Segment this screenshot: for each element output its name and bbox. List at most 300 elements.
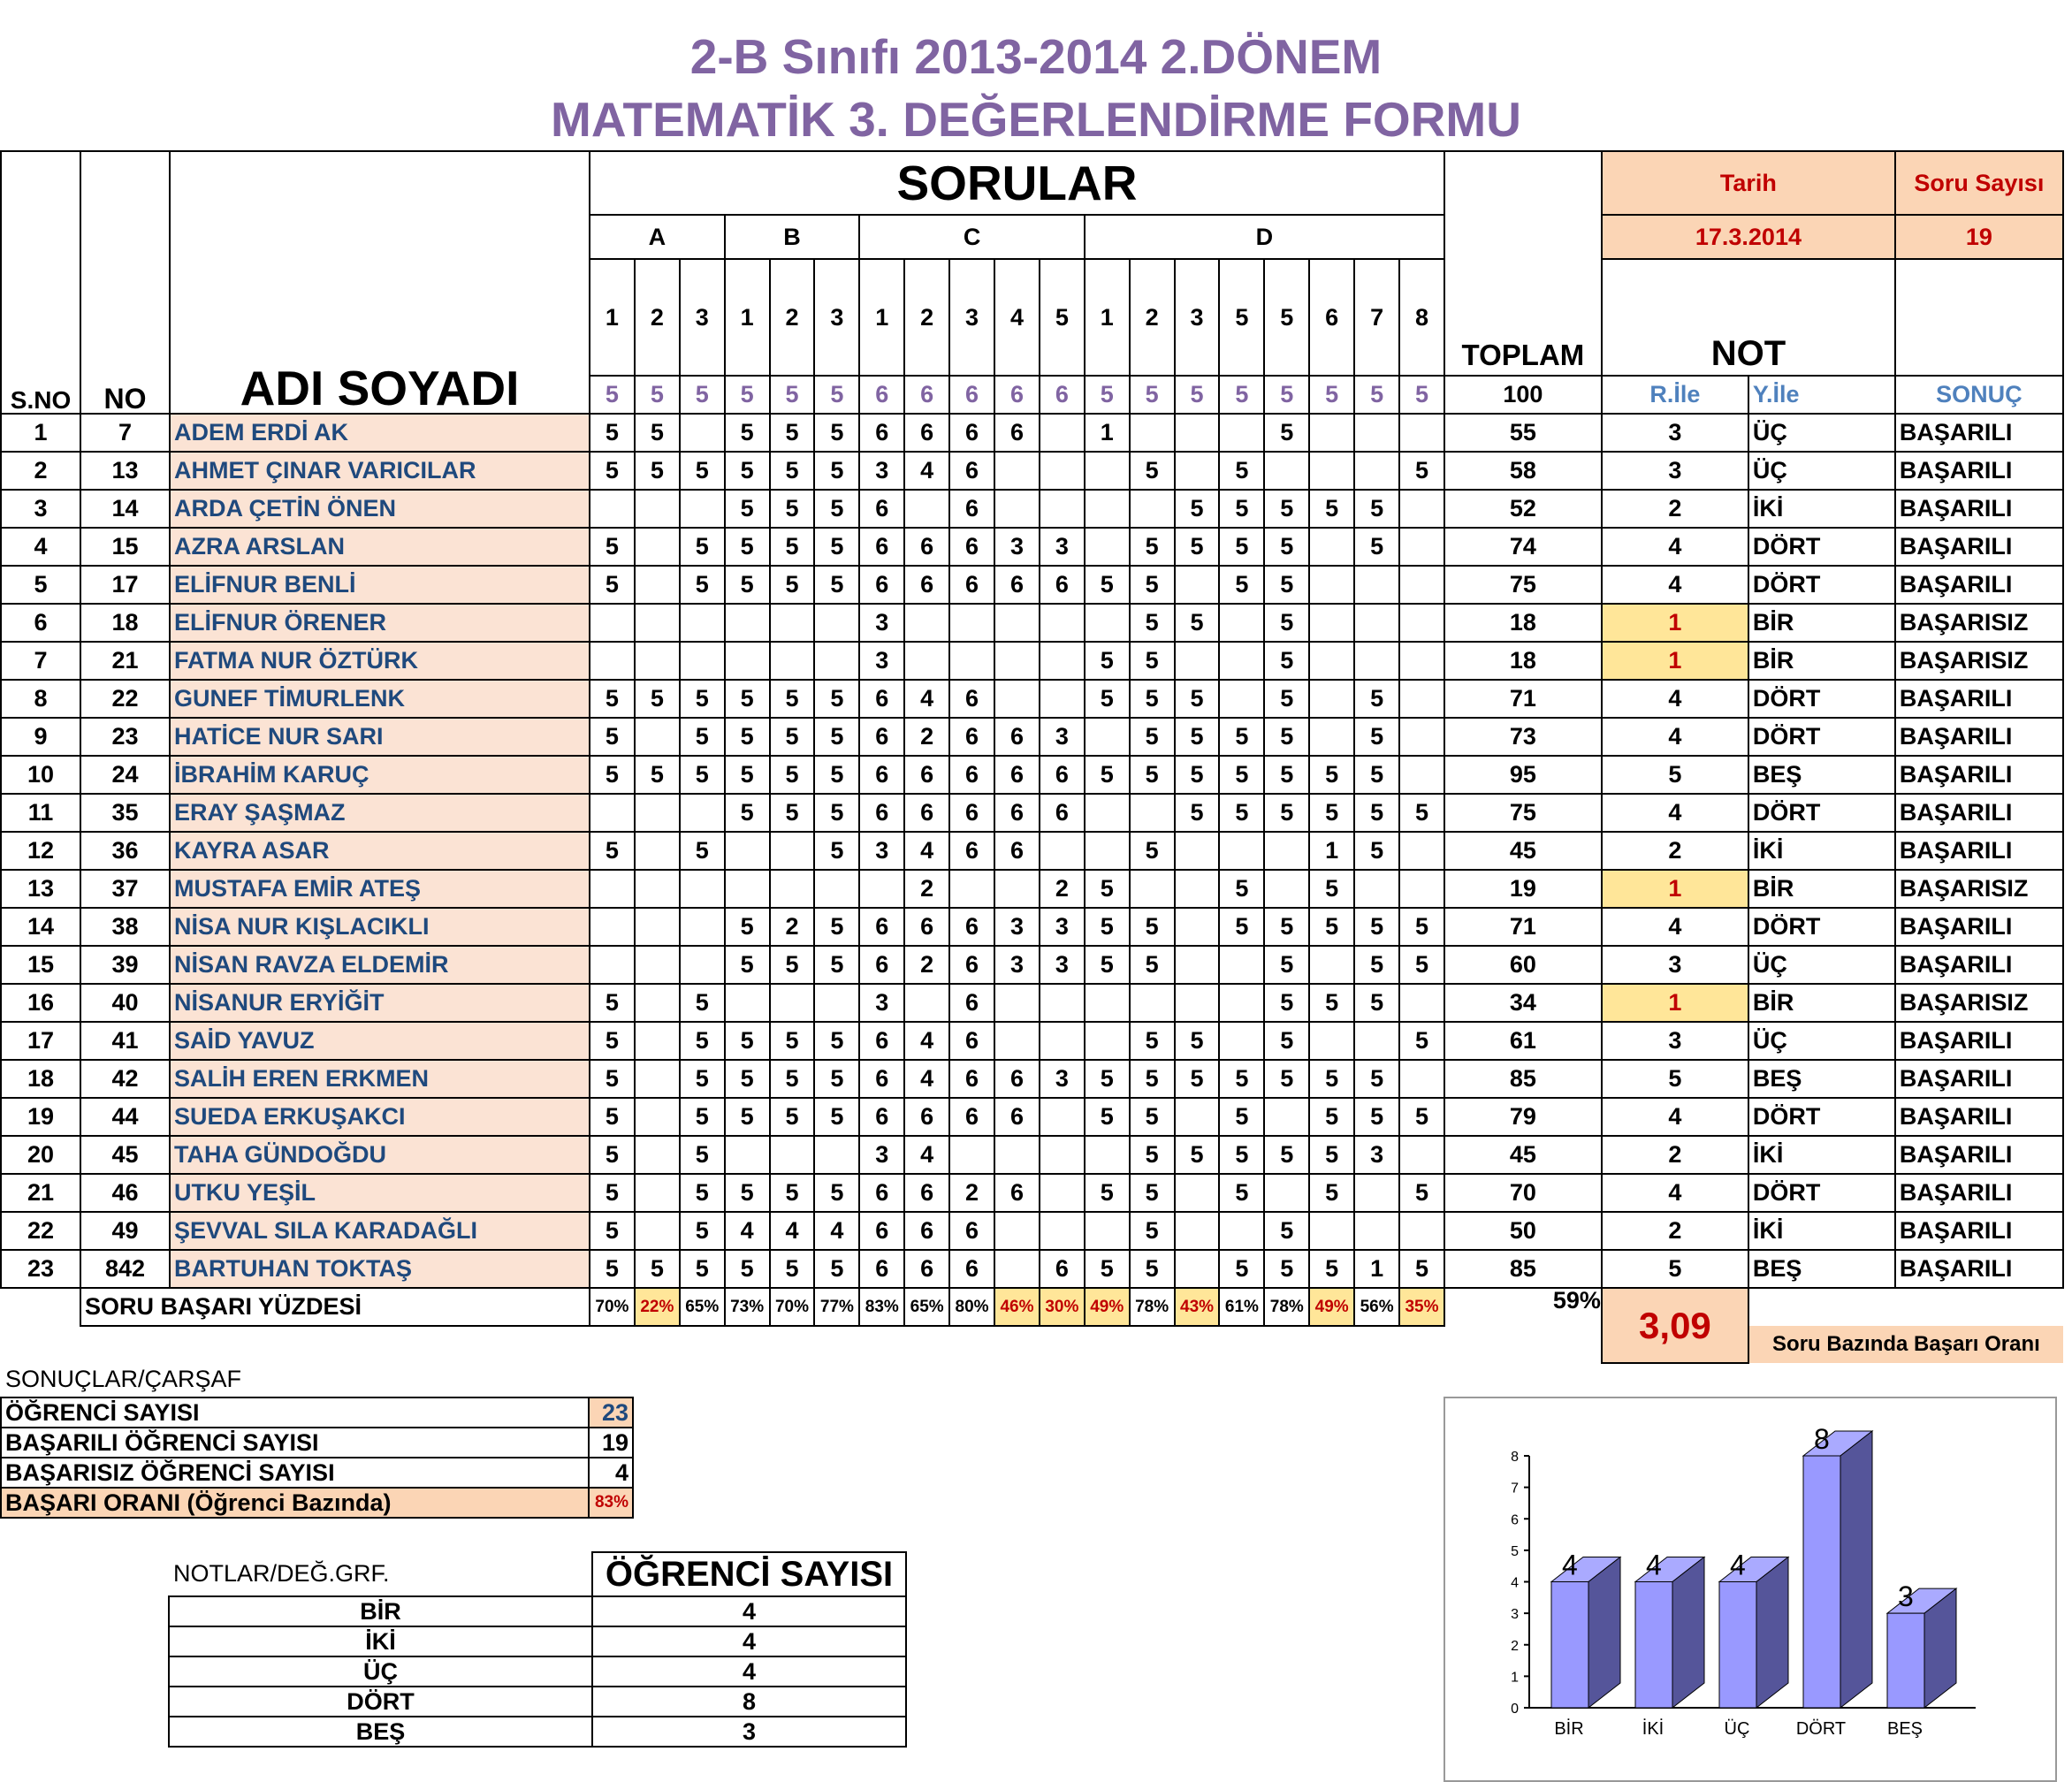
question-score: 6 bbox=[904, 1212, 949, 1250]
question-score bbox=[1085, 1212, 1130, 1250]
question-score: 5 bbox=[590, 984, 635, 1022]
question-score: 4 bbox=[904, 1136, 949, 1174]
grade-number: 1 bbox=[1602, 642, 1748, 680]
question-score: 5 bbox=[1264, 908, 1309, 946]
student-result: BAŞARISIZ bbox=[1895, 984, 2063, 1022]
student-result: BAŞARILI bbox=[1895, 490, 2063, 528]
student-sno: 12 bbox=[1, 832, 80, 870]
question-score: 5 bbox=[814, 1098, 859, 1136]
question-score: 6 bbox=[949, 718, 994, 756]
question-score bbox=[994, 1136, 1040, 1174]
col-name-header: ADI SOYADI bbox=[170, 151, 590, 414]
question-score: 5 bbox=[1264, 1060, 1309, 1098]
question-score: 5 bbox=[590, 414, 635, 452]
question-weight: 6 bbox=[1040, 376, 1085, 414]
question-score: 6 bbox=[859, 1098, 904, 1136]
grade-number: 3 bbox=[1602, 414, 1748, 452]
question-score: 1 bbox=[1354, 1250, 1399, 1288]
question-number: 4 bbox=[994, 259, 1040, 376]
question-score: 3 bbox=[1040, 528, 1085, 566]
question-score: 5 bbox=[1264, 566, 1309, 604]
question-score: 6 bbox=[904, 528, 949, 566]
question-score: 5 bbox=[725, 528, 770, 566]
question-score bbox=[1264, 1174, 1309, 1212]
question-score: 5 bbox=[680, 1098, 725, 1136]
question-score: 6 bbox=[859, 718, 904, 756]
student-row bbox=[1, 528, 2063, 566]
question-weight: 5 bbox=[1264, 376, 1309, 414]
question-score: 5 bbox=[1354, 680, 1399, 718]
question-score: 4 bbox=[904, 680, 949, 718]
percent-row bbox=[1, 1288, 2063, 1326]
question-score bbox=[635, 794, 680, 832]
question-score: 3 bbox=[1040, 1060, 1085, 1098]
question-score: 5 bbox=[814, 794, 859, 832]
question-success-percent: 70% bbox=[590, 1288, 635, 1326]
y-tick-label: 1 bbox=[1511, 1670, 1519, 1686]
question-score bbox=[1130, 794, 1175, 832]
question-success-percent: 61% bbox=[1219, 1288, 1264, 1326]
question-score: 5 bbox=[814, 452, 859, 490]
question-score bbox=[590, 870, 635, 908]
question-score: 6 bbox=[859, 794, 904, 832]
question-success-percent: 43% bbox=[1175, 1288, 1220, 1326]
grades-distribution-table bbox=[168, 1551, 907, 1748]
student-no: 37 bbox=[80, 870, 170, 908]
question-score: 5 bbox=[680, 1212, 725, 1250]
question-score: 5 bbox=[590, 718, 635, 756]
question-score: 6 bbox=[859, 566, 904, 604]
question-score bbox=[1040, 984, 1085, 1022]
question-score: 5 bbox=[725, 946, 770, 984]
y-tick-label: 7 bbox=[1511, 1481, 1519, 1496]
question-score bbox=[1219, 604, 1264, 642]
student-name: SALİH EREN ERKMEN bbox=[170, 1060, 590, 1098]
question-score: 5 bbox=[1085, 1250, 1130, 1288]
question-score: 6 bbox=[904, 908, 949, 946]
question-score bbox=[770, 832, 815, 870]
student-no: 40 bbox=[80, 984, 170, 1022]
question-score bbox=[1354, 642, 1399, 680]
question-score: 5 bbox=[1309, 870, 1354, 908]
question-score: 5 bbox=[1130, 1212, 1175, 1250]
question-score bbox=[994, 680, 1040, 718]
question-success-percent: 80% bbox=[949, 1288, 994, 1326]
question-number: 7 bbox=[1354, 259, 1399, 376]
question-score: 3 bbox=[1040, 908, 1085, 946]
question-weight: 5 bbox=[1175, 376, 1220, 414]
question-score bbox=[1354, 452, 1399, 490]
question-score: 5 bbox=[1130, 604, 1175, 642]
question-score: 6 bbox=[949, 946, 994, 984]
student-row bbox=[1, 1136, 2063, 1174]
grade-text: BİR bbox=[1748, 984, 1895, 1022]
question-score: 5 bbox=[1085, 642, 1130, 680]
question-score bbox=[814, 604, 859, 642]
question-score bbox=[1309, 946, 1354, 984]
student-result: BAŞARILI bbox=[1895, 908, 2063, 946]
question-score: 5 bbox=[725, 414, 770, 452]
question-score bbox=[1264, 1098, 1309, 1136]
question-success-percent: 65% bbox=[904, 1288, 949, 1326]
student-no: 41 bbox=[80, 1022, 170, 1060]
question-score bbox=[1309, 566, 1354, 604]
question-score bbox=[1175, 1174, 1220, 1212]
question-score bbox=[1354, 604, 1399, 642]
question-score bbox=[1130, 870, 1175, 908]
question-score bbox=[1309, 1212, 1354, 1250]
bar-side bbox=[1840, 1431, 1872, 1708]
question-score: 5 bbox=[1309, 1060, 1354, 1098]
grade-label: BİR bbox=[169, 1596, 592, 1626]
question-score: 5 bbox=[590, 1136, 635, 1174]
question-weight: 5 bbox=[680, 376, 725, 414]
question-score: 5 bbox=[1264, 604, 1309, 642]
empty-cell bbox=[1895, 259, 2063, 376]
student-no: 15 bbox=[80, 528, 170, 566]
student-name: AHMET ÇINAR VARICILAR bbox=[170, 452, 590, 490]
question-score: 6 bbox=[949, 908, 994, 946]
question-score: 5 bbox=[1130, 566, 1175, 604]
summary-label: BAŞARILI ÖĞRENCİ SAYISI bbox=[1, 1428, 589, 1458]
question-score: 5 bbox=[1219, 718, 1264, 756]
question-score bbox=[1085, 832, 1130, 870]
question-weight: 5 bbox=[814, 376, 859, 414]
question-score: 5 bbox=[1175, 756, 1220, 794]
question-number: 1 bbox=[859, 259, 904, 376]
student-sno: 14 bbox=[1, 908, 80, 946]
empty-cell bbox=[1, 1288, 80, 1326]
question-number: 1 bbox=[1085, 259, 1130, 376]
question-score bbox=[590, 604, 635, 642]
question-score bbox=[1354, 566, 1399, 604]
tarih-header: Tarih bbox=[1602, 151, 1895, 215]
question-score: 5 bbox=[590, 1212, 635, 1250]
question-score bbox=[1040, 490, 1085, 528]
question-score: 5 bbox=[590, 1250, 635, 1288]
question-score: 5 bbox=[1264, 642, 1309, 680]
question-score: 6 bbox=[949, 528, 994, 566]
summary-row bbox=[1, 1458, 633, 1488]
question-score: 6 bbox=[859, 1250, 904, 1288]
question-score: 4 bbox=[725, 1212, 770, 1250]
question-number: 2 bbox=[1130, 259, 1175, 376]
question-score: 5 bbox=[1264, 414, 1309, 452]
grade-number: 3 bbox=[1602, 452, 1748, 490]
question-score: 6 bbox=[949, 794, 994, 832]
question-weight: 5 bbox=[725, 376, 770, 414]
grade-number: 5 bbox=[1602, 1250, 1748, 1288]
grade-row bbox=[169, 1656, 906, 1687]
student-row bbox=[1, 414, 2063, 452]
student-no: 17 bbox=[80, 566, 170, 604]
question-score: 5 bbox=[1354, 1098, 1399, 1136]
question-score: 5 bbox=[1354, 984, 1399, 1022]
question-number: 2 bbox=[635, 259, 680, 376]
student-total: 61 bbox=[1444, 1022, 1602, 1060]
question-score: 5 bbox=[680, 984, 725, 1022]
question-score: 5 bbox=[725, 1098, 770, 1136]
question-score bbox=[1309, 452, 1354, 490]
question-score: 5 bbox=[725, 1174, 770, 1212]
y-tick-label: 3 bbox=[1511, 1607, 1519, 1623]
question-score bbox=[635, 528, 680, 566]
question-score: 6 bbox=[904, 794, 949, 832]
student-result: BAŞARILI bbox=[1895, 1212, 2063, 1250]
question-score bbox=[994, 642, 1040, 680]
question-score: 2 bbox=[770, 908, 815, 946]
question-success-percent: 49% bbox=[1085, 1288, 1130, 1326]
question-score: 2 bbox=[904, 946, 949, 984]
question-score: 6 bbox=[949, 1022, 994, 1060]
question-score: 5 bbox=[725, 680, 770, 718]
student-result: BAŞARILI bbox=[1895, 452, 2063, 490]
question-score bbox=[1130, 984, 1175, 1022]
question-score: 5 bbox=[725, 756, 770, 794]
question-score: 5 bbox=[1264, 718, 1309, 756]
question-score: 6 bbox=[994, 832, 1040, 870]
question-score: 5 bbox=[1264, 1250, 1309, 1288]
question-score: 3 bbox=[994, 528, 1040, 566]
empty-cell bbox=[1895, 1288, 2063, 1326]
student-result: BAŞARILI bbox=[1895, 528, 2063, 566]
grade-number: 2 bbox=[1602, 1212, 1748, 1250]
question-score: 5 bbox=[1399, 1174, 1444, 1212]
question-score: 6 bbox=[859, 1174, 904, 1212]
student-result: BAŞARISIZ bbox=[1895, 870, 2063, 908]
question-score: 5 bbox=[1130, 1022, 1175, 1060]
question-score bbox=[635, 642, 680, 680]
student-sno: 20 bbox=[1, 1136, 80, 1174]
question-score: 5 bbox=[814, 566, 859, 604]
question-score bbox=[1399, 984, 1444, 1022]
question-score bbox=[680, 642, 725, 680]
student-total: 79 bbox=[1444, 1098, 1602, 1136]
y-tick-label: 6 bbox=[1511, 1512, 1519, 1528]
question-score: 5 bbox=[590, 1174, 635, 1212]
question-score: 5 bbox=[680, 1174, 725, 1212]
question-success-percent: 70% bbox=[770, 1288, 815, 1326]
col-no-header: NO bbox=[80, 151, 170, 414]
grade-number: 3 bbox=[1602, 1022, 1748, 1060]
question-score bbox=[1354, 1174, 1399, 1212]
question-score bbox=[1309, 1022, 1354, 1060]
grade-number: 4 bbox=[1602, 908, 1748, 946]
student-name: HATİCE NUR SARI bbox=[170, 718, 590, 756]
student-row bbox=[1, 870, 2063, 908]
grade-number: 5 bbox=[1602, 756, 1748, 794]
question-score: 5 bbox=[1309, 908, 1354, 946]
question-score bbox=[1399, 680, 1444, 718]
question-score: 5 bbox=[680, 832, 725, 870]
question-score: 5 bbox=[770, 1022, 815, 1060]
question-score: 5 bbox=[1354, 756, 1399, 794]
student-sno: 3 bbox=[1, 490, 80, 528]
question-score bbox=[590, 908, 635, 946]
question-score bbox=[994, 452, 1040, 490]
question-score bbox=[1354, 870, 1399, 908]
student-name: SUEDA ERKUŞAKCI bbox=[170, 1098, 590, 1136]
summary-title: SONUÇLAR/ÇARŞAF bbox=[5, 1366, 242, 1392]
question-weight: 5 bbox=[1130, 376, 1175, 414]
question-score bbox=[994, 870, 1040, 908]
total-success-percent: 59% bbox=[1552, 1288, 1601, 1314]
student-no: 38 bbox=[80, 908, 170, 946]
question-score: 5 bbox=[1354, 1060, 1399, 1098]
question-score bbox=[1085, 1022, 1130, 1060]
question-score: 5 bbox=[1219, 1098, 1264, 1136]
question-score bbox=[1399, 528, 1444, 566]
student-result: BAŞARILI bbox=[1895, 1174, 2063, 1212]
question-score bbox=[1309, 604, 1354, 642]
student-total: 95 bbox=[1444, 756, 1602, 794]
student-result: BAŞARILI bbox=[1895, 756, 2063, 794]
question-score: 5 bbox=[635, 1250, 680, 1288]
question-score bbox=[680, 490, 725, 528]
grade-number: 1 bbox=[1602, 604, 1748, 642]
percent-label: SORU BAŞARI YÜZDESİ bbox=[80, 1288, 590, 1326]
summary-row bbox=[1, 1488, 633, 1518]
grade-text: DÖRT bbox=[1748, 718, 1895, 756]
student-no: 36 bbox=[80, 832, 170, 870]
question-score: 4 bbox=[904, 832, 949, 870]
grade-row bbox=[169, 1687, 906, 1717]
question-score bbox=[814, 642, 859, 680]
question-number: 3 bbox=[680, 259, 725, 376]
question-score bbox=[1219, 1022, 1264, 1060]
question-score bbox=[1399, 832, 1444, 870]
question-score bbox=[994, 490, 1040, 528]
question-score: 5 bbox=[1354, 794, 1399, 832]
question-score bbox=[680, 908, 725, 946]
question-weight: 6 bbox=[994, 376, 1040, 414]
not-header: NOT bbox=[1602, 259, 1895, 376]
bar-side bbox=[1672, 1557, 1704, 1709]
question-score bbox=[680, 414, 725, 452]
grade-text: ÜÇ bbox=[1748, 414, 1895, 452]
grade-count: 4 bbox=[592, 1656, 906, 1687]
question-score bbox=[1399, 1060, 1444, 1098]
question-score: 6 bbox=[859, 490, 904, 528]
question-score: 5 bbox=[770, 1174, 815, 1212]
bar-value-label: 4 bbox=[1562, 1549, 1578, 1581]
question-score: 5 bbox=[1130, 908, 1175, 946]
grade-row bbox=[169, 1717, 906, 1747]
question-score bbox=[1219, 414, 1264, 452]
student-sno: 23 bbox=[1, 1250, 80, 1288]
question-score: 5 bbox=[1085, 566, 1130, 604]
question-success-percent: 49% bbox=[1309, 1288, 1354, 1326]
student-total: 58 bbox=[1444, 452, 1602, 490]
student-name: ELİFNUR BENLİ bbox=[170, 566, 590, 604]
question-score: 5 bbox=[1130, 1250, 1175, 1288]
student-row bbox=[1, 794, 2063, 832]
question-score bbox=[949, 604, 994, 642]
x-tick-label: BEŞ bbox=[1886, 1719, 1923, 1739]
question-score: 5 bbox=[635, 452, 680, 490]
student-name: SAİD YAVUZ bbox=[170, 1022, 590, 1060]
question-score: 5 bbox=[814, 832, 859, 870]
question-score: 5 bbox=[1399, 1098, 1444, 1136]
student-row bbox=[1, 756, 2063, 794]
student-no: 18 bbox=[80, 604, 170, 642]
student-no: 13 bbox=[80, 452, 170, 490]
student-name: NİSANUR ERYİĞİT bbox=[170, 984, 590, 1022]
student-name: ŞEVVAL SILA KARADAĞLI bbox=[170, 1212, 590, 1250]
student-result: BAŞARILI bbox=[1895, 414, 2063, 452]
average-grade: 3,09 bbox=[1602, 1288, 1748, 1363]
question-score bbox=[1040, 414, 1085, 452]
grade-label: ÜÇ bbox=[169, 1656, 592, 1687]
grade-count: 4 bbox=[592, 1596, 906, 1626]
question-score bbox=[1354, 414, 1399, 452]
student-row bbox=[1, 680, 2063, 718]
y-tick-label: 2 bbox=[1511, 1638, 1519, 1654]
question-score bbox=[1040, 1136, 1085, 1174]
summary-value: 4 bbox=[589, 1458, 633, 1488]
question-score bbox=[1309, 718, 1354, 756]
student-result: BAŞARILI bbox=[1895, 946, 2063, 984]
student-result: BAŞARILI bbox=[1895, 566, 2063, 604]
question-score bbox=[1085, 718, 1130, 756]
question-score: 5 bbox=[1264, 1136, 1309, 1174]
student-name: GUNEF TİMURLENK bbox=[170, 680, 590, 718]
grades-title: NOTLAR/DEĞ.GRF. bbox=[173, 1560, 390, 1587]
question-score bbox=[1040, 1174, 1085, 1212]
grade-number: 2 bbox=[1602, 1136, 1748, 1174]
question-score: 6 bbox=[1040, 794, 1085, 832]
question-group: A bbox=[590, 215, 725, 259]
question-score: 6 bbox=[949, 1212, 994, 1250]
question-score: 5 bbox=[1219, 870, 1264, 908]
bar-value-label: 3 bbox=[1898, 1580, 1914, 1613]
question-weight: 5 bbox=[1085, 376, 1130, 414]
x-tick-label: İKİ bbox=[1642, 1719, 1664, 1739]
question-score bbox=[725, 1136, 770, 1174]
question-score: 6 bbox=[904, 756, 949, 794]
question-score bbox=[1040, 832, 1085, 870]
question-score bbox=[1175, 1250, 1220, 1288]
question-score: 4 bbox=[814, 1212, 859, 1250]
student-sno: 16 bbox=[1, 984, 80, 1022]
student-row bbox=[1, 1022, 2063, 1060]
student-name: TAHA GÜNDOĞDU bbox=[170, 1136, 590, 1174]
question-score bbox=[770, 984, 815, 1022]
question-score bbox=[859, 870, 904, 908]
bar-value-label: 4 bbox=[1730, 1549, 1746, 1581]
student-no: 45 bbox=[80, 1136, 170, 1174]
question-score: 5 bbox=[814, 414, 859, 452]
sorular-header: SORULAR bbox=[590, 151, 1444, 215]
question-score: 5 bbox=[1399, 1022, 1444, 1060]
student-no: 49 bbox=[80, 1212, 170, 1250]
question-score: 5 bbox=[680, 566, 725, 604]
student-result: BAŞARILI bbox=[1895, 1250, 2063, 1288]
student-row bbox=[1, 642, 2063, 680]
question-score: 5 bbox=[770, 452, 815, 490]
question-score: 5 bbox=[814, 1022, 859, 1060]
question-weight: 5 bbox=[1399, 376, 1444, 414]
question-score: 5 bbox=[770, 414, 815, 452]
question-score: 5 bbox=[770, 946, 815, 984]
question-score: 2 bbox=[949, 1174, 994, 1212]
grade-text: İKİ bbox=[1748, 832, 1895, 870]
question-score: 5 bbox=[1219, 756, 1264, 794]
student-sno: 13 bbox=[1, 870, 80, 908]
question-score bbox=[635, 566, 680, 604]
student-total: 60 bbox=[1444, 946, 1602, 984]
question-score bbox=[994, 1250, 1040, 1288]
